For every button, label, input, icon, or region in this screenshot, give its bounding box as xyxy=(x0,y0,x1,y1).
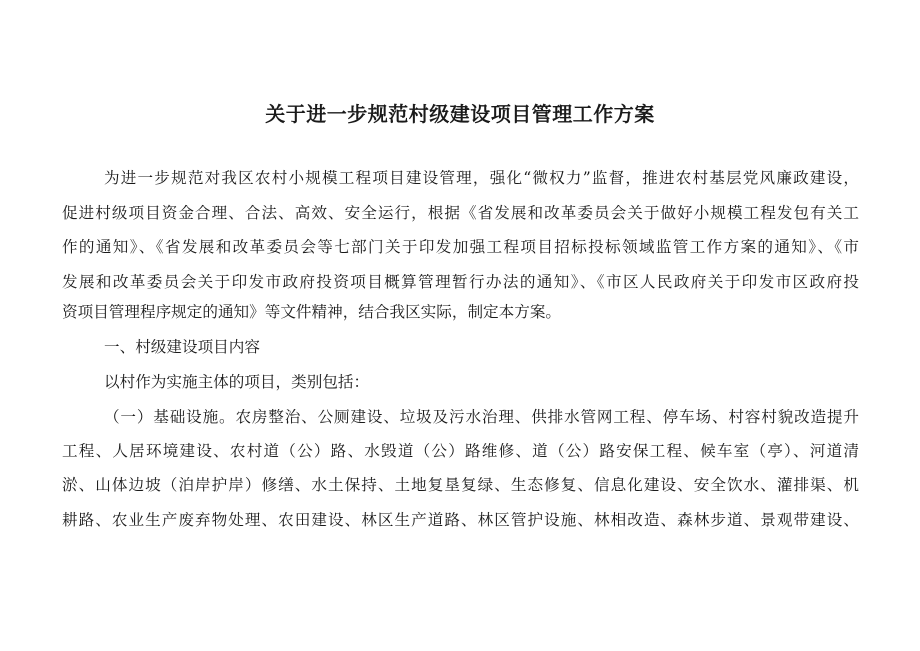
paragraph-line: 耕路、农业生产废弃物处理、农田建设、林区生产道路、林区管护设施、林相改造、森林步道、景观带建设、 xyxy=(62,511,859,529)
document-title: 关于进一步规范村级建设项目管理工作方案 xyxy=(265,102,655,126)
paragraph-line: 淤、山体边坡（泊岸护岸）修缮、水土保持、土地复垦复绿、生态修复、信息化建设、安全饮水、灌排渠、机 xyxy=(62,476,859,494)
paragraph-line: 资项目管理程序规定的通知》等文件精神，结合我区实际，制定本方案。 xyxy=(62,303,562,321)
paragraph-line: 发展和改革委员会关于印发市政府投资项目概算管理暂行办法的通知》、《市区人民政府关于印发市区政府投 xyxy=(62,273,859,291)
paragraph-line: 工程、人居环境建设、农村道（公）路、水毁道（公）路维修、道（公）路安保工程、候车室（亭）、河道清 xyxy=(62,442,859,460)
paragraph-line: （一）基础设施。农房整治、公厕建设、垃圾及污水治理、供排水管网工程、停车场、村容村貌改造提升 xyxy=(104,408,859,426)
paragraph-line: 以村作为实施主体的项目，类别包括： xyxy=(104,373,370,391)
paragraph-line: 作的通知》、《省发展和改革委员会等七部门关于印发加强工程项目招标投标领域监管工作方案的通知》、《市 xyxy=(62,238,859,256)
paragraph-line: 促进村级项目资金合理、合法、高效、安全运行，根据《省发展和改革委员会关于做好小规模工程发包有关工 xyxy=(62,204,859,222)
section-heading: 一、村级建设项目内容 xyxy=(104,338,260,356)
paragraph-line: 为进一步规范对我区农村小规模工程项目建设管理，强化“微权力”监督，推进农村基层党风廉政建设， xyxy=(104,169,859,187)
